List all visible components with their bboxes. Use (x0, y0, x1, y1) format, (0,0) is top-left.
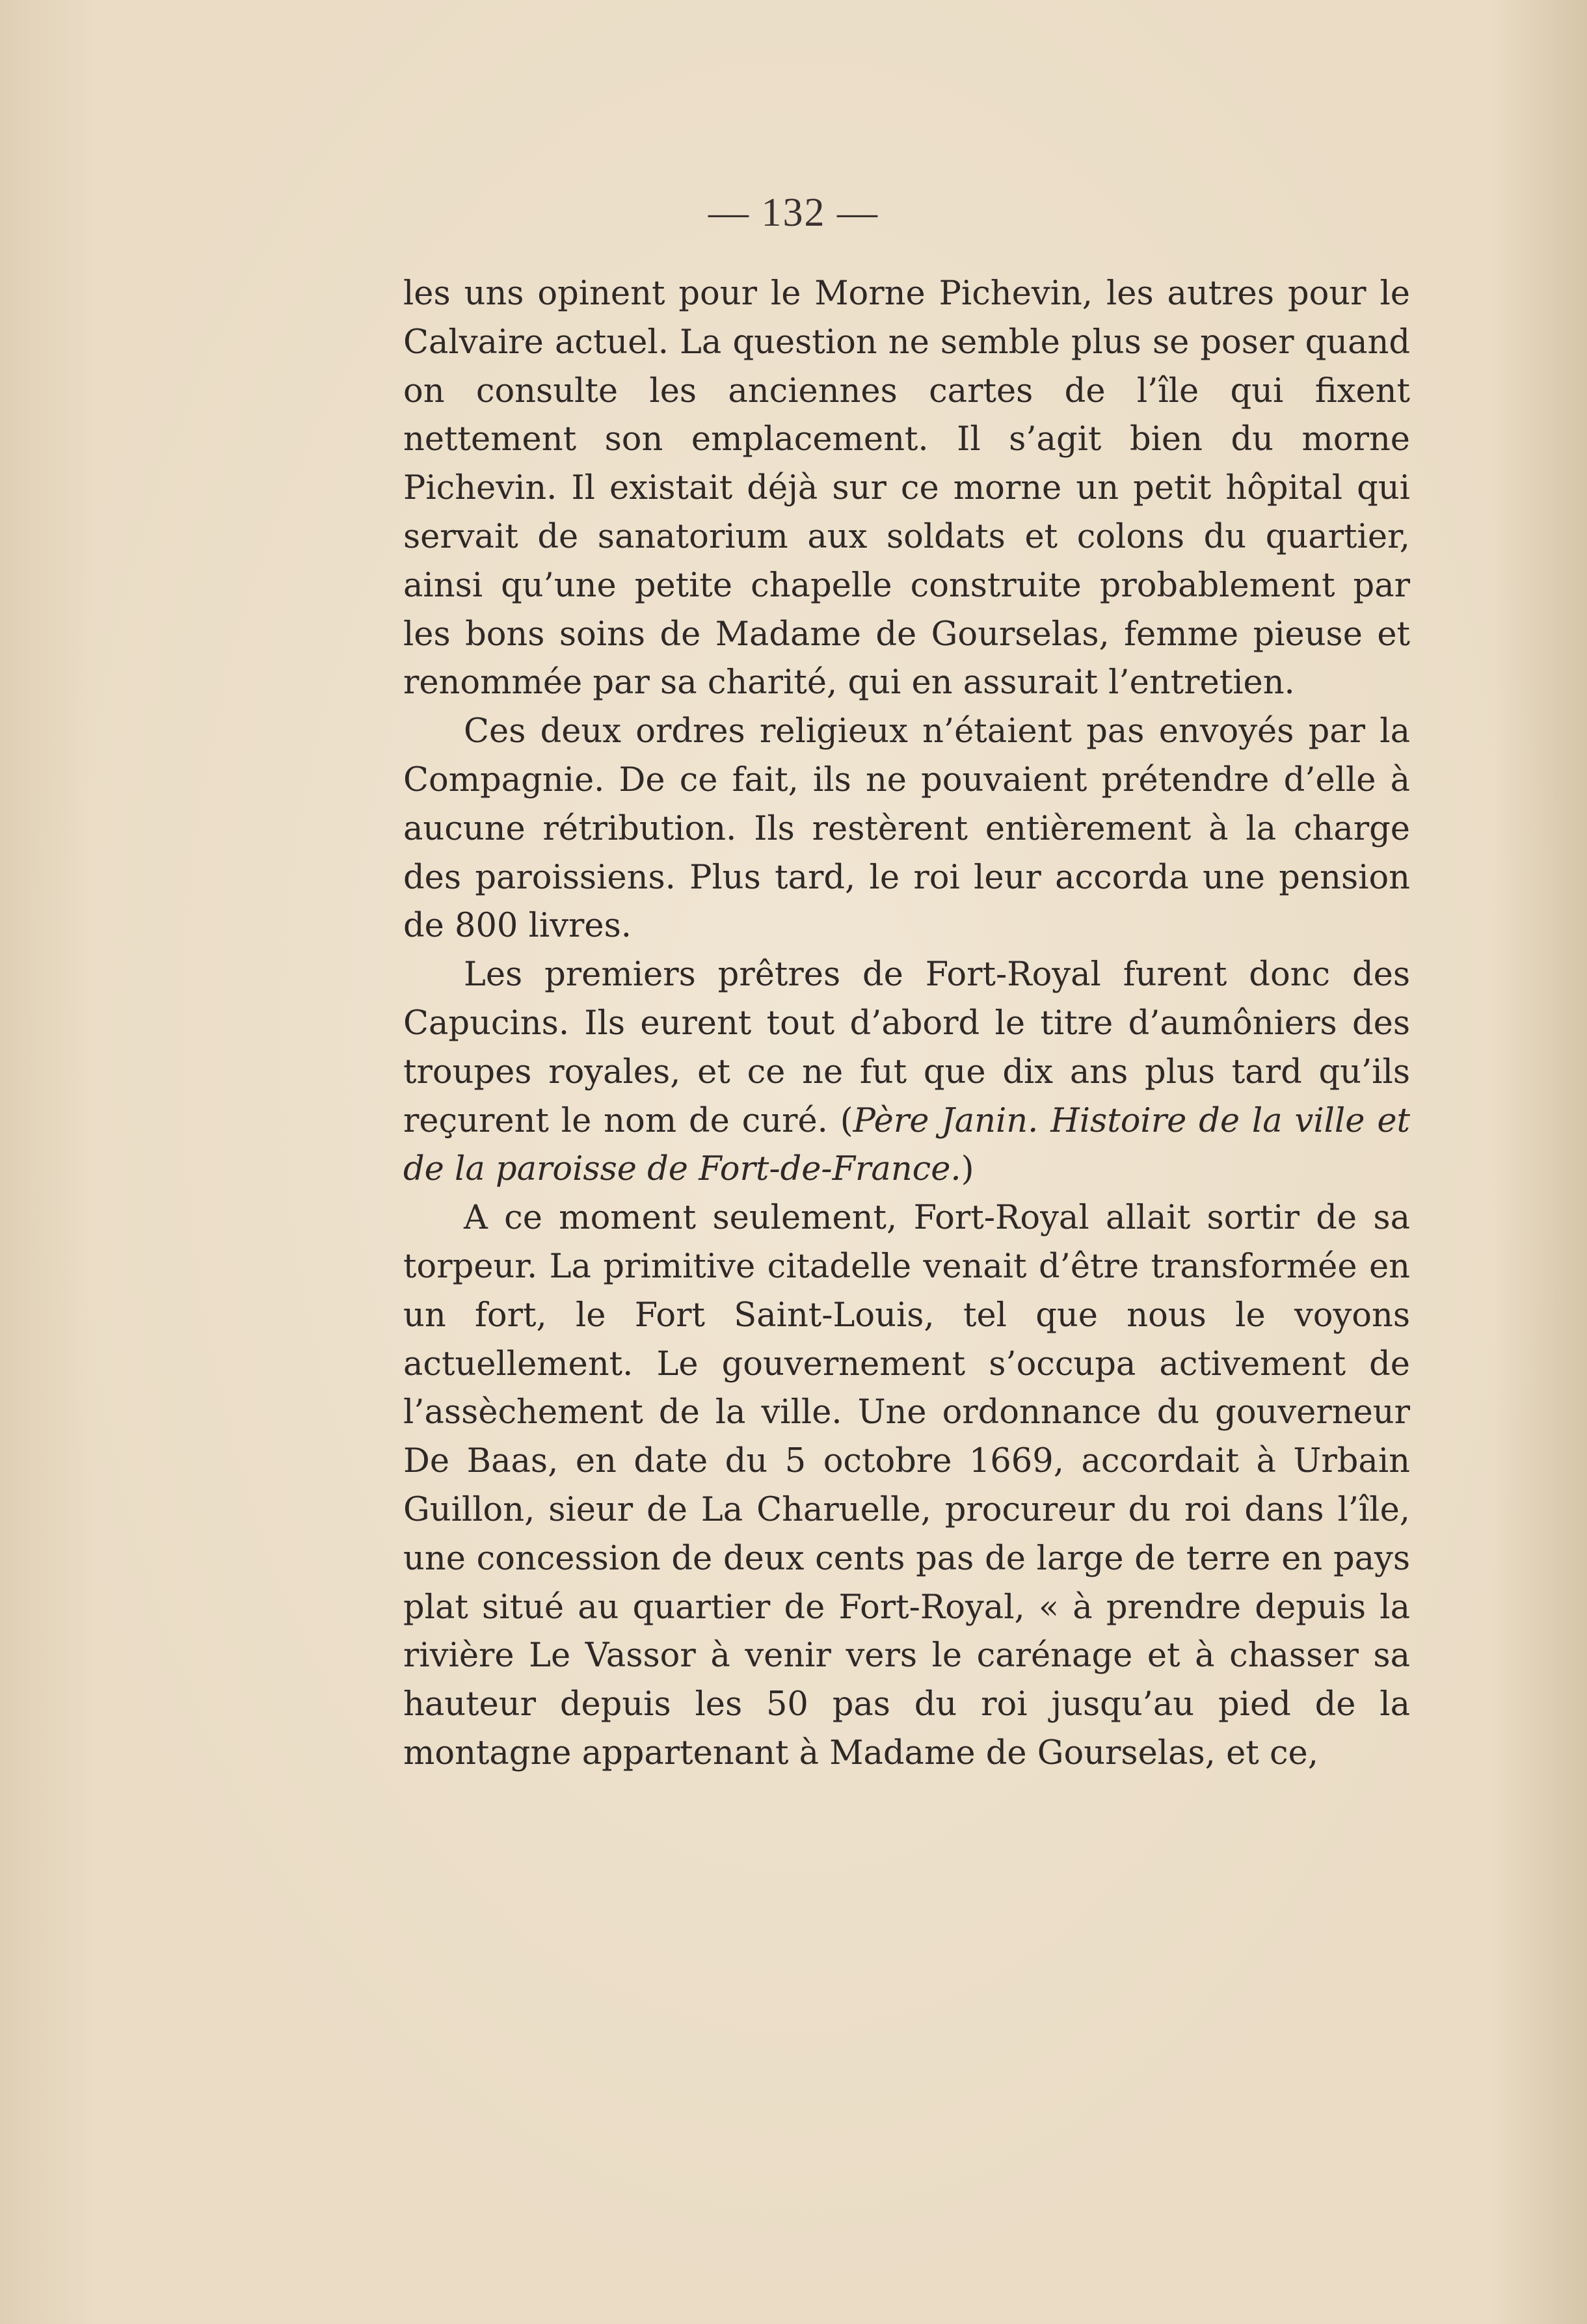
citation: Père Janin. Histoire de la ville et de la paroisse de Fort-de-France. (403, 1101, 1410, 1189)
paragraph-3-text: Les premiers prêtres de Fort-Royal furent donc des Capucins. Ils eurent tout d’abord le titre d’aumôniers des troupes royales, et ce ne fut que dix ans plus tard qu’ils reçurent le nom de curé. ( (403, 955, 1410, 1140)
paragraph-2-text: Ces deux ordres religieux n’étaient pas envoyés par la Compagnie. De ce fait, ils ne pouvaient prétendre d’elle à aucune rétribution. Ils restèrent entièrement à la charge des paroissiens. Plus tard, le roi leur accorda une pension de 800 livres. (403, 712, 1410, 946)
paragraph-4-text: A ce moment seulement, Fort-Royal allait sortir de sa torpeur. La primitive citadelle venait d’être transformée en un fort, le Fort Saint-Louis, tel que nous le voyons actuellement. Le gouvernement s’occupa activement de l’assèchement de la ville. Une ordonnance du gouverneur De Baas, en date du 5 octobre 1669, accordait à Urbain Guillon, sieur de La Charuelle, procureur du roi dans l’île, une concession de deux cents pas de large de terre en pays plat situé au quartier de Fort-Royal, « à prendre depuis la rivière Le Vassor à venir vers le carénage et à chasser sa hauteur depuis les 50 pas du roi jusqu’au pied de la montagne appartenant à Madame de Gourselas, et ce, (403, 1199, 1410, 1772)
citation-close: ) (961, 1150, 974, 1189)
page-number: — 132 — (708, 191, 879, 235)
paragraph-1-text: les uns opinent pour le Morne Pichevin, les autres pour le Calvaire actuel. La question ne semble plus se poser quand on consulte les anciennes cartes de l’île qui fixent nettement son emplacement. Il s’agit bien du morne Pichevin. Il existait déjà sur ce morne un petit hôpital qui servait de sanatorium aux soldats et colons du quartier, ainsi qu’une petite chapelle construite probablement par les bons soins de Madame de Gourselas, femme pieuse et renommée par sa charité, qui en assurait l’entretien. (403, 274, 1410, 702)
body-text (403, 270, 1410, 1778)
paragraph-3 (403, 951, 1410, 1194)
paragraph-4 (403, 1194, 1410, 1778)
paragraph-2 (403, 708, 1410, 951)
paragraph-1 (403, 270, 1410, 708)
